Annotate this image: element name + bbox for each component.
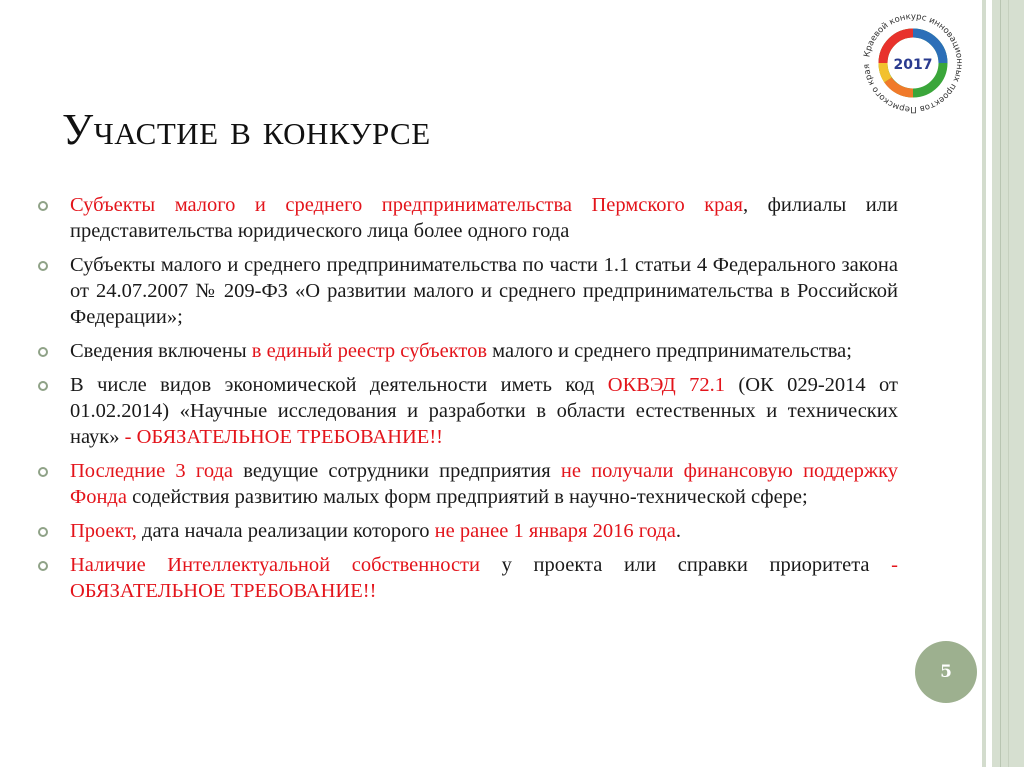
highlighted-text: Наличие Интеллектуальной собственности — [70, 554, 480, 576]
body-text: (ОК 029-2014 от 01.02.2014) «Научные исследования и разработки в области естественных и технических наук» — [70, 374, 898, 448]
page-number: 5 — [940, 662, 952, 682]
logo-ring-text: Краевой конкурс инновационных проектов Пермского края — [861, 11, 965, 115]
body-text: В числе видов экономической деятельности иметь код — [70, 374, 608, 396]
bullet-circle-icon — [38, 347, 48, 357]
list-item — [36, 552, 898, 604]
list-item — [36, 458, 898, 510]
body-text: ведущие сотрудники предприятия — [233, 460, 561, 482]
body-text: у проекта или справки приоритета — [479, 554, 892, 576]
body-text: Сведения включены — [70, 340, 252, 362]
highlighted-text: не ранее 1 января 2016 года — [434, 520, 676, 542]
decorative-stripe-line — [1008, 0, 1009, 767]
body-text: малого и среднего предпринимательства; — [487, 340, 852, 362]
body-text: , филиалы или представительства юридического лица более одного года — [70, 194, 898, 242]
body-text: дата начала реализации которого — [136, 520, 435, 542]
list-item — [36, 518, 898, 544]
highlighted-text: ОКВЭД 72.1 — [607, 374, 725, 396]
decorative-stripe-line — [1000, 0, 1001, 767]
list-item — [36, 338, 898, 364]
bullet-circle-icon — [38, 201, 48, 211]
bullet-circle-icon — [38, 561, 48, 571]
list-item — [36, 192, 898, 244]
body-text: содействия развитию малых форм предприятий в научно-технической сфере; — [126, 486, 808, 508]
highlighted-text: в единый реестр субъектов — [251, 340, 488, 362]
requirements-list — [36, 192, 898, 612]
bullet-circle-icon — [38, 261, 48, 271]
bullet-circle-icon — [38, 467, 48, 477]
highlighted-text: - ОБЯЗАТЕЛЬНОЕ ТРЕБОВАНИЕ!! — [124, 426, 443, 448]
list-item — [36, 372, 898, 450]
contest-logo — [858, 8, 968, 118]
bullet-circle-icon — [38, 381, 48, 391]
list-item — [36, 252, 898, 330]
slide-title: Участие в конкурсе — [62, 105, 431, 154]
highlighted-text: Проект, — [70, 520, 137, 542]
bullet-circle-icon — [38, 527, 48, 537]
logo-year: 2017 — [893, 57, 933, 73]
highlighted-text: Последние 3 года — [70, 460, 234, 482]
highlighted-text: не получали финансовую поддержку Фонда — [70, 460, 899, 508]
body-text: Субъекты малого и среднего предпринимательства по части 1.1 статьи 4 Федерального закона от 24.07.2007 № 209-ФЗ «О развитии малого и среднего предпринимательства в Российской Федерации»; — [70, 254, 898, 328]
decorative-stripe-thin — [982, 0, 986, 767]
highlighted-text: Субъекты малого и среднего предпринимательства Пермского края — [70, 194, 743, 216]
body-text: . — [675, 520, 681, 542]
highlighted-text: - ОБЯЗАТЕЛЬНОЕ ТРЕБОВАНИЕ!! — [70, 554, 898, 602]
page-number-badge — [915, 641, 977, 703]
